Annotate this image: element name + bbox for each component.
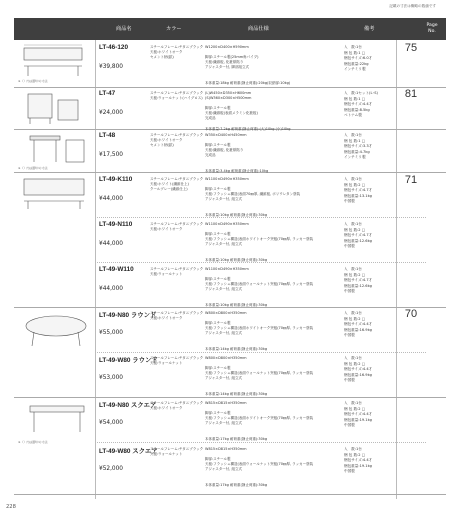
spec-line: (S)W360×D300×H500mm <box>205 96 252 100</box>
note-line: 梱包重量:19.1kg <box>344 417 372 422</box>
product-name: LT-49-W80 スクエア <box>99 448 158 455</box>
spec-line: W815×D815×H350mm <box>205 447 247 451</box>
color-line: スチールフレーム:チタニブラック <box>150 401 204 405</box>
note-line: 中国製 <box>344 469 355 474</box>
product-color <box>150 311 205 321</box>
product-notes <box>344 401 394 429</box>
note-line: 梱 包 数:1 □ <box>344 138 366 143</box>
product-weight: 本体重量:17kg 耐荷重(静止荷重):30kg <box>205 483 268 487</box>
top-note: 記載の寸法は概略の数値です <box>389 4 436 8</box>
product-price: ¥17,500 <box>99 152 123 158</box>
product-name: LT-49-N80 ラウンド <box>99 312 157 319</box>
product-notes <box>344 222 394 250</box>
note-line: 梱 包 数:2 □ <box>344 452 366 457</box>
color-line: スチールフレーム:チタニブラック <box>150 45 204 49</box>
color-line: スチールフレーム:チタニブラック <box>150 447 204 451</box>
note-line: 梱包サイズ:4.7才 <box>344 278 373 283</box>
spec-line: W815×D815×H350mm <box>205 401 247 405</box>
note-line: 中国製 <box>344 289 355 294</box>
color-line: 天板:ホワイトオーク <box>150 316 183 320</box>
color-line: スチールフレーム:チタニブラック <box>150 356 204 360</box>
color-line: 天板:ホワイトオーク <box>150 227 183 231</box>
spec-line: 天板:フラッシュ構造(表面ホワイトオーク突板(70㎜厚, ラッカー塗装 <box>205 237 314 241</box>
product-spec <box>205 177 343 217</box>
spec-line: アジャスター付, 組立式 <box>205 242 243 246</box>
spec-line: 脚部:スチール製 <box>205 366 231 370</box>
note-line: 梱包サイズ:4.4才 <box>344 102 373 107</box>
spec-line: 天板:フラッシュ構造(表面ウォールナット突板(70㎜厚, ラッカー塗装 <box>205 462 314 466</box>
note-line: 梱包サイズ:4.7才 <box>344 188 373 193</box>
color-line: スチールフレーム:チタニブラック <box>150 222 204 226</box>
lt-46-120-drawing <box>18 42 92 84</box>
note-line: 梱包重量:19.1kg <box>344 463 372 468</box>
product-notes <box>344 311 394 339</box>
note-line: 梱包重量:22kg <box>344 61 369 66</box>
note-line: 梱包サイズ:4.4才 <box>344 412 373 417</box>
note-line: 中国製 <box>344 199 355 204</box>
note-line: 入 数:1台 <box>344 222 362 226</box>
product-notes <box>344 447 394 475</box>
note-line: 梱包サイズ:4.4才 <box>344 367 373 372</box>
lt-47-drawing <box>22 90 92 128</box>
product-color <box>150 222 205 232</box>
product-page-ref: 71 <box>404 174 418 186</box>
spec-line: 天板:フラッシュ構造(表面ホワイトオーク突板(70㎜厚, ラッカー塗装 <box>205 326 314 330</box>
product-name: LT-49-N110 <box>99 221 133 228</box>
spec-line: 脚部:スチール製 <box>205 457 231 461</box>
note-line: 入 数:1台 <box>344 267 362 271</box>
note-line: 梱 包 数:2 □ <box>344 406 366 411</box>
spec-line: アジャスター付, 組立式 <box>205 331 243 335</box>
header-name: 商品名 <box>116 26 132 32</box>
color-line: クールグレー(繊維仕上) <box>150 187 188 191</box>
product-notes <box>344 356 394 384</box>
product-color <box>150 177 205 192</box>
product-name: LT-49-W80 ラウンド <box>99 357 158 364</box>
product-price: ¥39,800 <box>99 64 123 70</box>
lt-49-square-drawing <box>22 400 92 440</box>
row-divider <box>14 87 446 88</box>
note-line: 梱包サイズ:3.3才 <box>344 144 373 149</box>
note-line: 入 数:1台 <box>344 133 362 137</box>
lt-49-k110-drawing <box>18 175 92 215</box>
product-notes <box>344 133 394 161</box>
product-spec <box>205 356 343 396</box>
spec-line: 完成品 <box>205 153 216 157</box>
color-line: 天板:ウォールナット(ハイグロス) <box>150 96 203 100</box>
color-line: スチールフレーム:チタニブラック <box>150 177 204 181</box>
spec-line: 天板:フラッシュ構造(表面ホワイトオーク突板(70㎜厚, ラッカー塗装 <box>205 416 314 420</box>
note-line: 中国製 <box>344 333 355 338</box>
product-name: LT-49-K110 <box>99 176 133 183</box>
product-name: LT-49-W110 <box>99 266 134 273</box>
note-line: 梱包重量:16.9kg <box>344 327 372 332</box>
spec-line: W1200×D400×H590mm <box>205 45 249 49</box>
note-line: 梱包サイズ:4.7才 <box>344 233 373 238</box>
spec-line: アジャスター付, 組立式 <box>205 376 243 380</box>
spec-line: アジャスター付, 組立式 <box>205 197 243 201</box>
lt-48-drawing <box>22 132 92 170</box>
table-header <box>14 18 446 40</box>
product-spec <box>205 401 343 441</box>
header-spec: 商品仕様 <box>248 26 269 32</box>
product-notes <box>344 267 394 295</box>
note-line: 梱包サイズ:6.0才 <box>344 56 373 61</box>
product-price: ¥24,000 <box>99 110 123 116</box>
product-price: ¥55,000 <box>99 330 123 336</box>
product-notes <box>344 177 394 205</box>
spec-line: 天板:フラッシュ構造(表面ウォールナット突板(70㎜厚, ラッカー塗装 <box>205 282 314 286</box>
product-color <box>150 133 205 148</box>
header-page: Page No. <box>426 23 438 34</box>
product-price: ¥44,000 <box>99 286 123 292</box>
color-line: 天板:ウォールナット <box>150 452 183 456</box>
color-line: スチールフレーム:チタニブラック <box>150 133 204 137</box>
product-price: ¥54,000 <box>99 420 123 426</box>
header-color: カラー <box>166 26 182 32</box>
product-spec <box>205 45 343 85</box>
note-line: 梱 包 数:2 □ <box>344 227 366 232</box>
product-weight: 本体重量:14kg 耐荷重(静止荷重):30kg <box>205 392 268 396</box>
figure-note: ※（）内は脚中の寸法 <box>18 440 48 444</box>
page-number: 228 <box>6 504 16 510</box>
product-page-ref: 70 <box>404 308 418 320</box>
note-line: 梱 包 数:2 □ <box>344 272 366 277</box>
note-line: インチミリ製 <box>344 67 366 72</box>
product-weight: 本体重量:18kg 耐荷重(静止荷重):20kg(収納部:10kg) <box>205 81 291 85</box>
spec-line: W1100×D490×H350mm <box>205 222 249 226</box>
product-page-ref: 75 <box>404 42 418 54</box>
color-line: 天板:ウォールナット <box>150 272 183 276</box>
color-line: 天板:ホワイトオーク <box>150 50 183 54</box>
color-line: 天板:ホワイトオーク <box>150 138 183 142</box>
spec-line: 脚部:スチール製 <box>205 187 231 191</box>
product-weight: 本体重量:10kg 耐荷重(静止荷重):30kg <box>205 258 268 262</box>
note-line: 入 数:1台 <box>344 447 362 451</box>
spec-line: 脚部:スチール製 <box>205 143 231 147</box>
spec-line: 天板:繊維板(表面メラミン化粧板) <box>205 111 258 115</box>
product-spec <box>205 91 343 131</box>
column-divider <box>95 40 96 499</box>
spec-line: 天板:繊維板, 化粧紙貼り <box>205 60 244 64</box>
product-spec <box>205 447 343 487</box>
product-color <box>150 447 205 457</box>
spec-line: 天板:フラッシュ構造(表面70㎜厚, 繊維板, ポリウレタン塗装 <box>205 192 301 196</box>
column-divider <box>396 40 397 499</box>
product-weight: 本体重量:10kg 耐荷重(静止荷重):30kg <box>205 303 268 307</box>
product-weight: 本体重量:17kg 耐荷重(静止荷重):30kg <box>205 437 268 441</box>
product-price: ¥53,000 <box>99 375 123 381</box>
note-line: 梱 包 数:1 □ <box>344 50 366 55</box>
product-price: ¥52,000 <box>99 466 123 472</box>
product-spec <box>205 133 343 173</box>
note-line: 梱包重量:8.5kg <box>344 107 370 112</box>
product-color <box>150 45 205 60</box>
product-notes <box>344 45 394 73</box>
color-line: 天板:ホワイト(繊維仕上) <box>150 182 189 186</box>
note-line: 梱 包 数:2 □ <box>344 361 366 366</box>
product-color <box>150 401 205 411</box>
product-name: LT-48 <box>99 132 116 139</box>
row-divider <box>95 352 426 353</box>
row-divider <box>95 442 426 443</box>
note-line: 梱包重量:13.1kg <box>344 193 372 198</box>
color-line: スチールフレーム:チタニブラック <box>150 267 204 271</box>
spec-line: アジャスター付, 組立式 <box>205 287 243 291</box>
product-color <box>150 356 205 366</box>
product-name: LT-47 <box>99 90 116 97</box>
note-line: 梱包サイズ:4.4才 <box>344 458 373 463</box>
note-line: 中国製 <box>344 378 355 383</box>
product-spec <box>205 311 343 351</box>
color-line: スチールフレーム:チタニブラック <box>150 91 204 95</box>
product-weight: 本体重量:7.2kg 耐荷重(静止荷重):(大)10kg (小)10kg <box>205 127 291 131</box>
product-spec <box>205 267 343 307</box>
product-weight: 本体重量:14kg 耐荷重(静止荷重):30kg <box>205 347 268 351</box>
note-line: 梱包サイズ:4.4才 <box>344 322 373 327</box>
note-line: 梱包重量:12.6kg <box>344 283 372 288</box>
row-divider <box>14 494 446 495</box>
color-line: スチールフレーム:チタニブラック <box>150 311 204 315</box>
note-line: 入 数:1台 <box>344 311 362 315</box>
spec-line: 完成品 <box>205 116 216 120</box>
product-spec <box>205 222 343 262</box>
product-name: LT-46-120 <box>99 44 129 51</box>
product-price: ¥44,000 <box>99 241 123 247</box>
product-color <box>150 267 205 277</box>
spec-line: W800×D800×H350mm <box>205 311 247 315</box>
note-line: 入 数:1台 <box>344 177 362 181</box>
note-line: 梱包重量:12.6kg <box>344 238 372 243</box>
spec-line: アジャスター付, 組立式 <box>205 421 243 425</box>
row-divider <box>14 397 446 398</box>
color-line: セメント柄(鉱) <box>150 55 174 59</box>
product-name: LT-49-N80 スクエア <box>99 402 157 409</box>
spec-line: W350×D400×H450mm <box>205 133 247 137</box>
spec-line: アジャスター付, 組立式 <box>205 467 243 471</box>
note-line: インチミリ製 <box>344 155 366 160</box>
note-line: 梱 包 数:1 □ <box>344 96 366 101</box>
header-notes: 備考 <box>364 26 375 32</box>
note-line: 梱 包 数:2 □ <box>344 182 366 187</box>
product-weight: 本体重量:3.4kg 耐荷重(静止荷重):10kg <box>205 169 269 173</box>
note-line: 入 数:1セット(L･S) <box>344 91 378 95</box>
spec-line: アジャスター付, 脚部組立式 <box>205 65 250 69</box>
product-weight: 本体重量:10kg 耐荷重(静止荷重):30kg <box>205 213 268 217</box>
note-line: 中国製 <box>344 423 355 428</box>
spec-line: 天板:繊維板, 化粧紙貼り <box>205 148 244 152</box>
product-price: ¥44,000 <box>99 196 123 202</box>
color-line: 天板:ホワイトオーク <box>150 406 183 410</box>
note-line: ベトナム製 <box>344 113 362 118</box>
spec-line: 天板:フラッシュ構造(表面ウォールナット突板(70㎜厚, ラッカー塗装 <box>205 371 314 375</box>
note-line: 梱 包 数:2 □ <box>344 316 366 321</box>
color-line: 天板:ウォールナット <box>150 361 183 365</box>
color-line: セメント柄(鉱) <box>150 143 174 147</box>
product-notes <box>344 91 394 119</box>
spec-line: 脚部:スチール製(25mm角パイプ) <box>205 55 259 59</box>
note-line: 入 数:1台 <box>344 401 362 405</box>
note-line: 中国製 <box>344 244 355 249</box>
note-line: 入 数:1台 <box>344 356 362 360</box>
note-line: 入 数:1台 <box>344 45 362 49</box>
spec-line: 脚部:スチール製 <box>205 321 231 325</box>
spec-line: W1100×D490×H350mm <box>205 267 249 271</box>
spec-line: W800×D800×H350mm <box>205 356 247 360</box>
lt-49-round-drawing <box>18 310 92 350</box>
figure-note: ※（）内は脚中の寸法 <box>18 166 48 170</box>
product-page-ref: 81 <box>404 88 418 100</box>
spec-line: (L)W450×D350×H600mm <box>205 91 252 95</box>
note-line: 梱包重量:16.9kg <box>344 372 372 377</box>
spec-line: 脚部:スチール製 <box>205 277 231 281</box>
figure-note: ※（）内は脚中の寸法 <box>18 79 48 83</box>
product-color <box>150 91 205 101</box>
spec-line: W1100×D490×H350mm <box>205 177 249 181</box>
spec-line: 脚部:スチール製 <box>205 106 231 110</box>
spec-line: 脚部:スチール製 <box>205 411 231 415</box>
note-line: 梱包重量:4.7kg <box>344 149 370 154</box>
spec-line: 脚部:スチール製 <box>205 232 231 236</box>
